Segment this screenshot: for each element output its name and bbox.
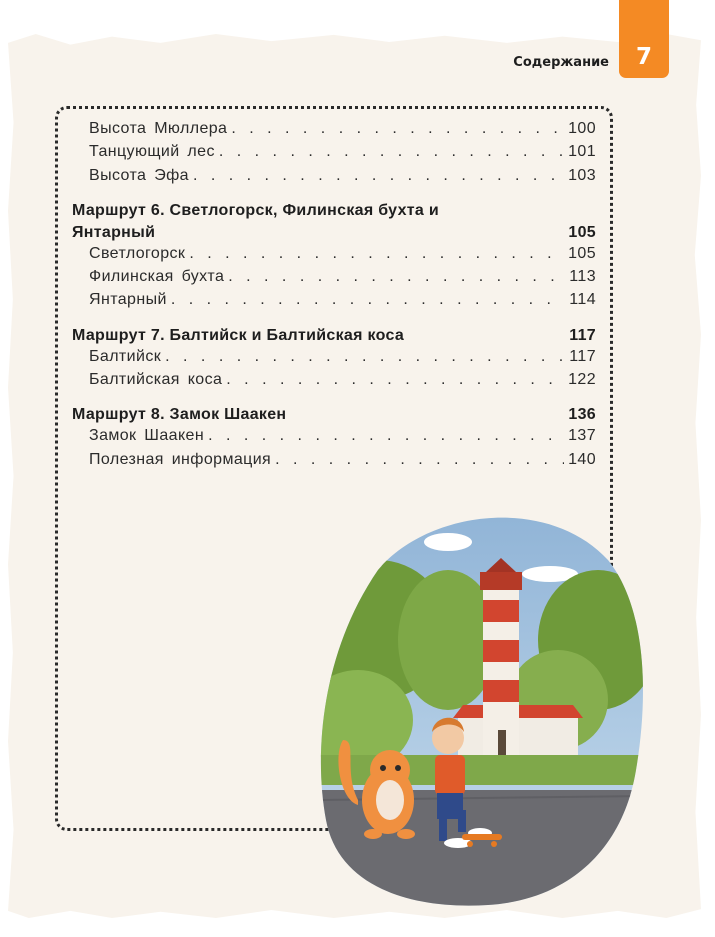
table-of-contents: [72, 120, 596, 474]
section-title: Содержание: [513, 55, 609, 70]
route-6-heading[interactable]: Маршрут 6. Светлогорск, Филинская бухта и Янтарный 105: [72, 201, 596, 241]
lighthouse-illustration: [318, 500, 645, 910]
toc-entry[interactable]: Высота Мюллера . . . 100: [72, 120, 596, 143]
toc-entry[interactable]: Балтийск . . . 117: [72, 348, 596, 371]
toc-entry[interactable]: Балтийская коса . . . 122: [72, 371, 596, 394]
route-7-heading[interactable]: Маршрут 7. Балтийск и Балтийская коса 117: [72, 326, 596, 344]
page-number-tab: 7: [619, 0, 669, 78]
toc-entry[interactable]: Высота Эфа . . . 103: [72, 167, 596, 190]
toc-entry[interactable]: Замок Шаакен . . . 137: [72, 427, 596, 450]
route-8-heading[interactable]: Маршрут 8. Замок Шаакен 136: [72, 406, 596, 424]
toc-entry[interactable]: Полезная информация . . . 140: [72, 451, 596, 474]
toc-entry[interactable]: Светлогорск . . . 105: [72, 245, 596, 268]
toc-entry[interactable]: Янтарный . . . 114: [72, 291, 596, 314]
toc-entry[interactable]: Танцующий лес . . . 101: [72, 143, 596, 166]
toc-entry[interactable]: Филинская бухта . . . 113: [72, 268, 596, 291]
